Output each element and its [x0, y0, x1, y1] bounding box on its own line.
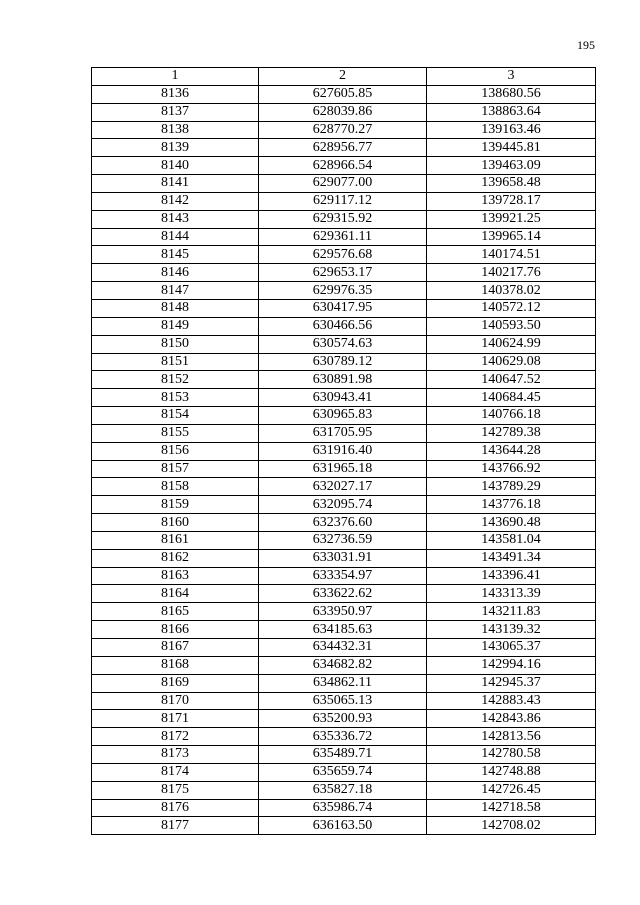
- table-row: [92, 549, 596, 567]
- table-cell: 143776.18: [427, 496, 596, 514]
- table-cell: 635065.13: [259, 692, 427, 710]
- table-cell: 629315.92: [259, 210, 427, 228]
- table-cell: 8175: [92, 781, 259, 799]
- table-cell: 632736.59: [259, 531, 427, 549]
- table-cell: 140766.18: [427, 407, 596, 425]
- table-row: [92, 264, 596, 282]
- table-cell: 629117.12: [259, 192, 427, 210]
- table-cell: 8145: [92, 246, 259, 264]
- table-cell: 139658.48: [427, 175, 596, 193]
- table-row: [92, 389, 596, 407]
- table-body: [92, 85, 596, 834]
- table-cell: 143766.92: [427, 460, 596, 478]
- table-row: [92, 103, 596, 121]
- table-cell: 138863.64: [427, 103, 596, 121]
- table-cell: 140572.12: [427, 299, 596, 317]
- table-cell: 8176: [92, 799, 259, 817]
- table-cell: 142843.86: [427, 710, 596, 728]
- table-cell: 632027.17: [259, 478, 427, 496]
- table-cell: 140217.76: [427, 264, 596, 282]
- table-row: [92, 175, 596, 193]
- table-cell: 142708.02: [427, 817, 596, 835]
- table-cell: 633622.62: [259, 585, 427, 603]
- table-cell: 629077.00: [259, 175, 427, 193]
- table-row: [92, 157, 596, 175]
- column-header-1: 1: [92, 68, 259, 86]
- table-cell: 140174.51: [427, 246, 596, 264]
- table-row: [92, 567, 596, 585]
- table-cell: 139463.09: [427, 157, 596, 175]
- table-cell: 628039.86: [259, 103, 427, 121]
- table-cell: 8147: [92, 282, 259, 300]
- table-cell: 630943.41: [259, 389, 427, 407]
- table-cell: 8174: [92, 763, 259, 781]
- table-row: [92, 674, 596, 692]
- table-cell: 8160: [92, 514, 259, 532]
- table-cell: 139163.46: [427, 121, 596, 139]
- table-cell: 140593.50: [427, 317, 596, 335]
- table-cell: 631965.18: [259, 460, 427, 478]
- table-cell: 142780.58: [427, 746, 596, 764]
- table-cell: 142883.43: [427, 692, 596, 710]
- table-cell: 143065.37: [427, 639, 596, 657]
- table-row: [92, 299, 596, 317]
- table-cell: 143396.41: [427, 567, 596, 585]
- table-row: [92, 817, 596, 835]
- table-row: [92, 353, 596, 371]
- table-cell: 635659.74: [259, 763, 427, 781]
- table-cell: 630891.98: [259, 371, 427, 389]
- table-cell: 8159: [92, 496, 259, 514]
- table-cell: 8136: [92, 85, 259, 103]
- table-row: [92, 228, 596, 246]
- table-cell: 143789.29: [427, 478, 596, 496]
- table-cell: 628770.27: [259, 121, 427, 139]
- table-cell: 8173: [92, 746, 259, 764]
- table-cell: 8170: [92, 692, 259, 710]
- table-cell: 143491.34: [427, 549, 596, 567]
- table-cell: 140684.45: [427, 389, 596, 407]
- table-cell: 143690.48: [427, 514, 596, 532]
- table-row: [92, 139, 596, 157]
- table-cell: 634682.82: [259, 656, 427, 674]
- table-cell: 633354.97: [259, 567, 427, 585]
- table-cell: 630574.63: [259, 335, 427, 353]
- table-row: [92, 799, 596, 817]
- table-cell: 634185.63: [259, 621, 427, 639]
- table-cell: 8141: [92, 175, 259, 193]
- table-cell: 143139.32: [427, 621, 596, 639]
- table-row: [92, 246, 596, 264]
- table-row: [92, 460, 596, 478]
- table-cell: 143644.28: [427, 442, 596, 460]
- table-cell: 143581.04: [427, 531, 596, 549]
- table-cell: 8146: [92, 264, 259, 282]
- table-row: [92, 781, 596, 799]
- coordinates-table: [91, 67, 596, 835]
- table-cell: 140629.08: [427, 353, 596, 371]
- table-row: [92, 335, 596, 353]
- table-row: [92, 442, 596, 460]
- table-cell: 8138: [92, 121, 259, 139]
- table-cell: 636163.50: [259, 817, 427, 835]
- table-cell: 8150: [92, 335, 259, 353]
- table-cell: 635827.18: [259, 781, 427, 799]
- table-cell: 627605.85: [259, 85, 427, 103]
- table-row: [92, 121, 596, 139]
- table-cell: 8169: [92, 674, 259, 692]
- table-row: [92, 514, 596, 532]
- table-cell: 142945.37: [427, 674, 596, 692]
- table-row: [92, 710, 596, 728]
- table-row: [92, 763, 596, 781]
- table-cell: 138680.56: [427, 85, 596, 103]
- table-row: [92, 210, 596, 228]
- table-cell: 8155: [92, 424, 259, 442]
- table-cell: 142726.45: [427, 781, 596, 799]
- table-cell: 8167: [92, 639, 259, 657]
- table-cell: 8166: [92, 621, 259, 639]
- table-cell: 635489.71: [259, 746, 427, 764]
- table-cell: 8148: [92, 299, 259, 317]
- table-cell: 8158: [92, 478, 259, 496]
- table-cell: 8151: [92, 353, 259, 371]
- table-cell: 8139: [92, 139, 259, 157]
- table-cell: 140647.52: [427, 371, 596, 389]
- table-cell: 628966.54: [259, 157, 427, 175]
- table-cell: 139445.81: [427, 139, 596, 157]
- table-row: [92, 585, 596, 603]
- page-number: 195: [577, 38, 595, 52]
- table-row: [92, 531, 596, 549]
- table-cell: 8153: [92, 389, 259, 407]
- table-cell: 8171: [92, 710, 259, 728]
- table-cell: 8154: [92, 407, 259, 425]
- table-row: [92, 692, 596, 710]
- table-cell: 630965.83: [259, 407, 427, 425]
- table-cell: 8165: [92, 603, 259, 621]
- table-cell: 8149: [92, 317, 259, 335]
- table-row: [92, 478, 596, 496]
- table-cell: 8157: [92, 460, 259, 478]
- table-cell: 140378.02: [427, 282, 596, 300]
- table-cell: 8137: [92, 103, 259, 121]
- table-cell: 142994.16: [427, 656, 596, 674]
- table-cell: 142789.38: [427, 424, 596, 442]
- table-row: [92, 656, 596, 674]
- table-cell: 629576.68: [259, 246, 427, 264]
- table-cell: 8142: [92, 192, 259, 210]
- table-row: [92, 85, 596, 103]
- table-cell: 142748.88: [427, 763, 596, 781]
- table-cell: 143211.83: [427, 603, 596, 621]
- table-cell: 8172: [92, 728, 259, 746]
- table-cell: 632095.74: [259, 496, 427, 514]
- table-cell: 634432.31: [259, 639, 427, 657]
- table-cell: 8140: [92, 157, 259, 175]
- table-cell: 629361.11: [259, 228, 427, 246]
- column-header-2: 2: [259, 68, 427, 86]
- table-row: [92, 282, 596, 300]
- table-cell: 142718.58: [427, 799, 596, 817]
- table-cell: 139965.14: [427, 228, 596, 246]
- table-cell: 629976.35: [259, 282, 427, 300]
- table-row: [92, 496, 596, 514]
- table-cell: 632376.60: [259, 514, 427, 532]
- table-cell: 630466.56: [259, 317, 427, 335]
- table-row: [92, 407, 596, 425]
- table-cell: 633031.91: [259, 549, 427, 567]
- table-row: [92, 371, 596, 389]
- table-cell: 143313.39: [427, 585, 596, 603]
- table-cell: 8163: [92, 567, 259, 585]
- table-cell: 8164: [92, 585, 259, 603]
- table-row: [92, 424, 596, 442]
- table-cell: 8143: [92, 210, 259, 228]
- table-header-row: [92, 68, 596, 86]
- table-cell: 634862.11: [259, 674, 427, 692]
- table-cell: 635336.72: [259, 728, 427, 746]
- table-cell: 8168: [92, 656, 259, 674]
- table-cell: 631705.95: [259, 424, 427, 442]
- table-row: [92, 639, 596, 657]
- table-cell: 635200.93: [259, 710, 427, 728]
- table-cell: 8152: [92, 371, 259, 389]
- table-cell: 8162: [92, 549, 259, 567]
- table-cell: 633950.97: [259, 603, 427, 621]
- table-cell: 8156: [92, 442, 259, 460]
- table-cell: 8144: [92, 228, 259, 246]
- table-row: [92, 728, 596, 746]
- table-cell: 139921.25: [427, 210, 596, 228]
- table-cell: 630417.95: [259, 299, 427, 317]
- table-cell: 630789.12: [259, 353, 427, 371]
- column-header-3: 3: [427, 68, 596, 86]
- table-cell: 635986.74: [259, 799, 427, 817]
- table-row: [92, 621, 596, 639]
- table-cell: 8177: [92, 817, 259, 835]
- table-cell: 142813.56: [427, 728, 596, 746]
- table-row: [92, 317, 596, 335]
- table-cell: 139728.17: [427, 192, 596, 210]
- table-cell: 628956.77: [259, 139, 427, 157]
- table-cell: 8161: [92, 531, 259, 549]
- table-cell: 631916.40: [259, 442, 427, 460]
- table-row: [92, 603, 596, 621]
- table-cell: 140624.99: [427, 335, 596, 353]
- table-row: [92, 746, 596, 764]
- table-row: [92, 192, 596, 210]
- table-cell: 629653.17: [259, 264, 427, 282]
